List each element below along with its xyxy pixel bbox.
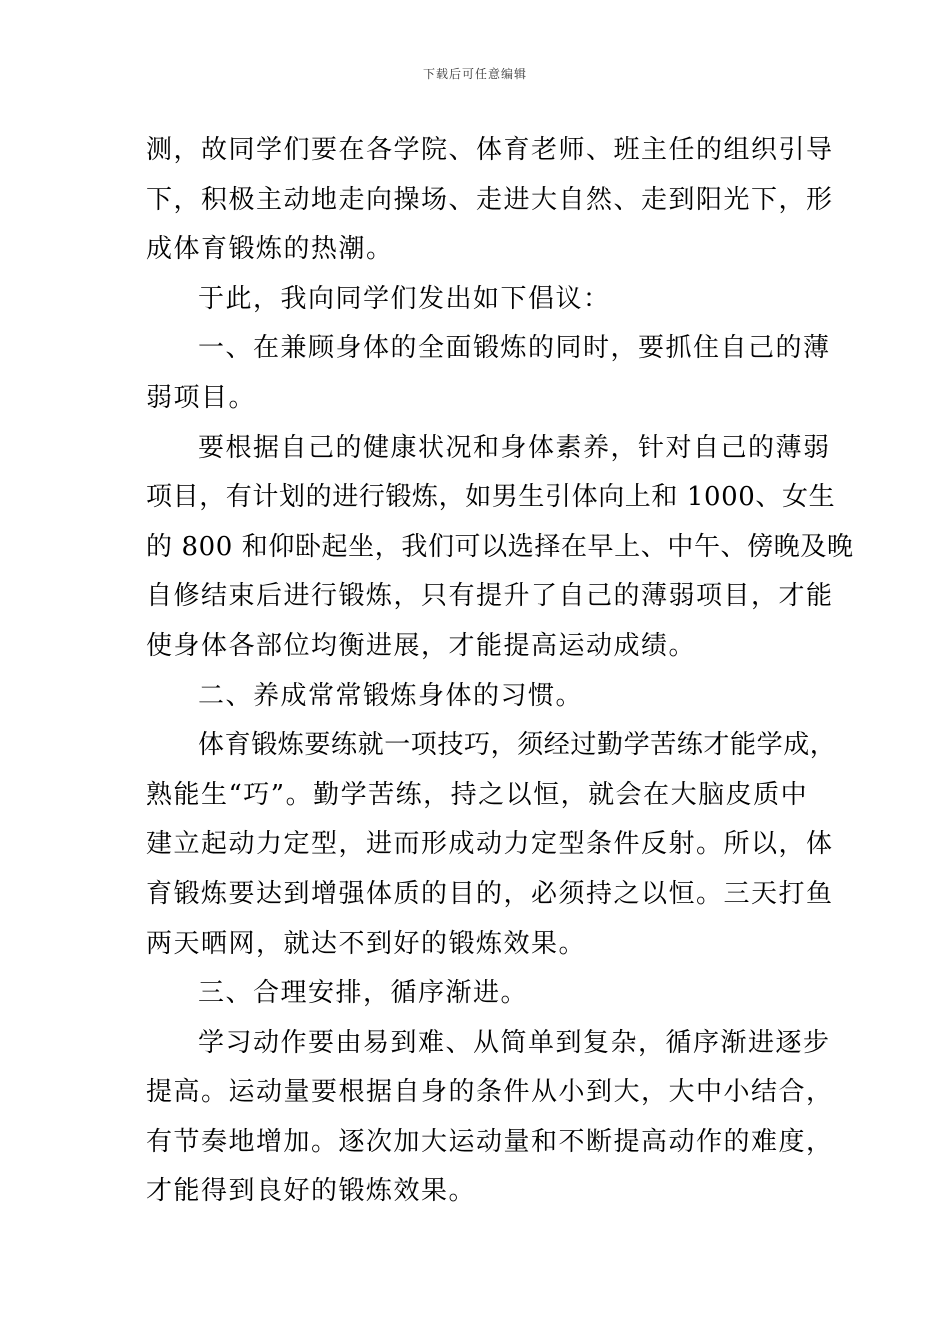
paragraph-first-line: 体育锻炼要练就一项技巧，须经过勤学苦练才能学成， [198, 730, 837, 761]
paragraph-first-line: 要根据自己的健康状况和身体素养，针对自己的薄弱 [198, 432, 831, 463]
paragraph-first-line: 于此，我向同学们发出如下倡议： [198, 283, 611, 314]
text-line: 育锻炼要达到增强体质的目的，必须持之以恒。三天打鱼 [146, 878, 834, 909]
section-heading-3: 三、合理安排，循序渐进。 [198, 978, 529, 1009]
text-line: 两天晒网，就达不到好的锻炼效果。 [146, 928, 587, 959]
section-heading-2: 二、养成常常锻炼身体的习惯。 [198, 680, 584, 711]
text-line: 成体育锻炼的热潮。 [146, 234, 394, 265]
text-line: 有节奏地增加。逐次加大运动量和不断提高动作的难度， [146, 1126, 834, 1157]
text-line: 测，故同学们要在各学院、体育老师、班主任的组织引导 [146, 135, 834, 165]
text-line: 建立起动力定型，进而形成动力定型条件反射。所以，体 [146, 829, 834, 860]
text-line: 自修结束后进行锻炼，只有提升了自己的薄弱项目，才能 [146, 581, 834, 612]
page-header: 下载后可任意编辑 [422, 67, 527, 81]
text-line: 弱项目。 [146, 382, 257, 413]
text-line: 提高。运动量要根据自身的条件从小到大，大中小结合， [146, 1077, 834, 1108]
text-line: 项目，有计划的进行锻炼，如男生引体向上和 1000、女生 [146, 482, 836, 513]
text-line: 使身体各部位均衡进展，才能提高运动成绩。 [146, 630, 697, 661]
text-line: 熟能生“巧”。勤学苦练，持之以恒，就会在大脑皮质中 [146, 779, 809, 810]
text-line: 才能得到良好的锻炼效果。 [146, 1176, 477, 1207]
text-line: 的 800 和仰卧起坐，我们可以选择在早上、中午、傍晚及晚 [146, 531, 854, 562]
text-line: 下，积极主动地走向操场、走进大自然、走到阳光下，形 [146, 184, 834, 215]
section-heading-1: 一、在兼顾身体的全面锻炼的同时，要抓住自己的薄 [198, 333, 831, 364]
paragraph-first-line: 学习动作要由易到难、从简单到复杂，循序渐进逐步 [198, 1027, 831, 1058]
document-body [146, 126, 854, 1217]
